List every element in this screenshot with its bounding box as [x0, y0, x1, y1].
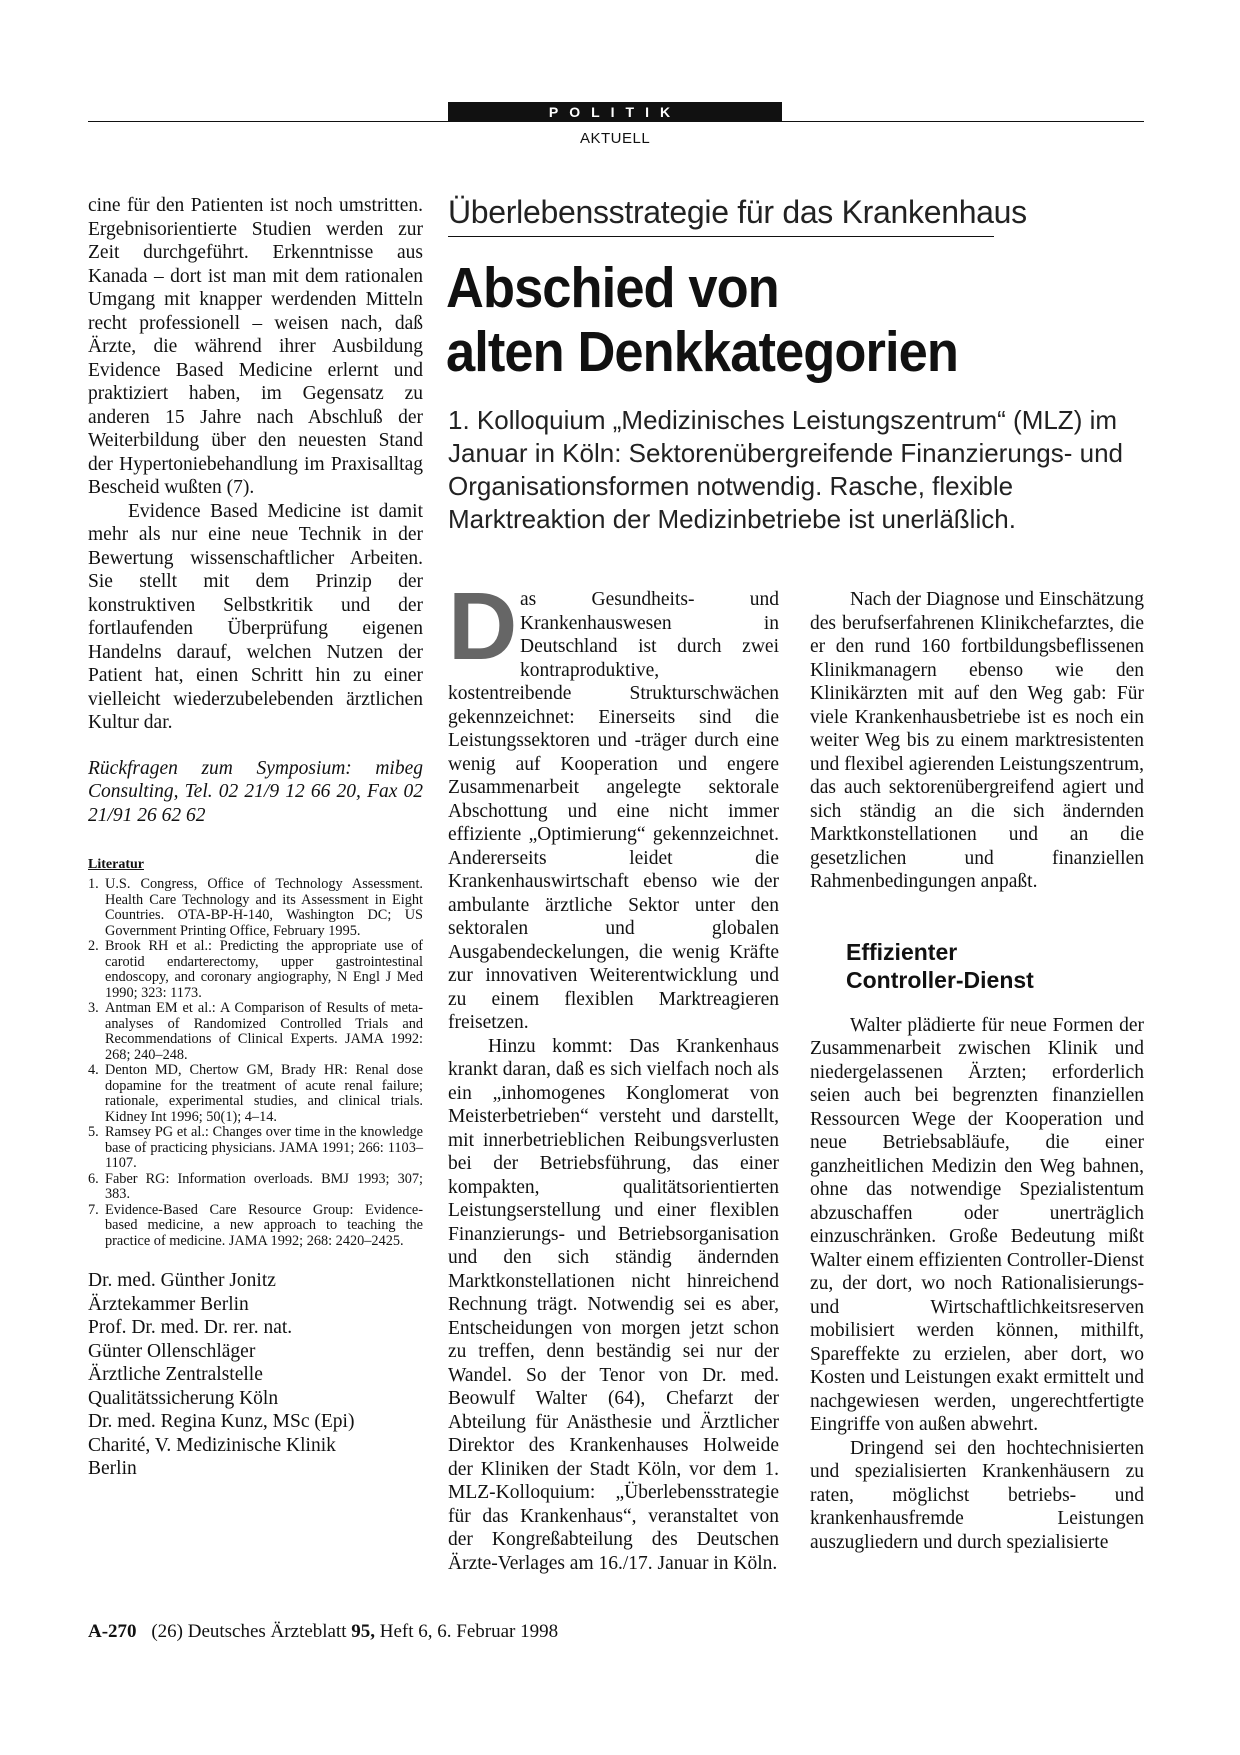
- subsection-label: AKTUELL: [580, 130, 651, 147]
- author-line: Qualitätssicherung Köln: [88, 1387, 279, 1409]
- reference-item: [88, 1063, 423, 1125]
- subheading: [846, 938, 1144, 994]
- title-line-1: Abschied von: [446, 256, 779, 320]
- journal-issue: Heft 6, 6. Februar 1998: [379, 1621, 559, 1642]
- reference-number: 3.: [88, 1000, 99, 1016]
- article-title: [446, 256, 1035, 384]
- article-kicker: Überlebensstrategie für das Krankenhaus: [448, 194, 1027, 230]
- left-paragraph-2: Evidence Based Medicine ist damit mehr als nur eine neue Technik in der Bewertung wissenschaftlicher Arbeiten. Sie stellt mit dem Prinzip der konstruktiven Selbstkritik und der fortlaufenden Überprüfung eigenen Handelns darauf, welchen Nutzen der Patient hat, einen Schritt hin zu einer vielleicht wiederzubelebenden ärztlichen Kultur dar.: [88, 500, 423, 733]
- reference-text: Antman EM et al.: A Comparison of Results of meta-analyses of Randomized Controlled Trials and Recommendations of Clinical Experts. JAMA 1992: 268; 240–248.: [105, 1000, 423, 1063]
- journal-name: (26) Deutsches Ärzteblatt: [151, 1621, 347, 1642]
- reference-text: Faber RG: Information overloads. BMJ 1993; 307; 383.: [105, 1170, 423, 1202]
- reference-number: 7.: [88, 1201, 99, 1218]
- author-line: Dr. med. Günther Jonitz: [88, 1270, 276, 1291]
- drop-cap: D: [448, 573, 518, 680]
- title-line-2: alten Denkkategorien: [446, 320, 958, 384]
- subheading-line-2: Controller-Dienst: [846, 966, 1034, 993]
- author-block: [88, 1269, 423, 1481]
- right-column: [810, 588, 1144, 1554]
- literature-heading: Literatur: [88, 857, 144, 872]
- reference-number: 2.: [88, 938, 99, 954]
- reference-item: [88, 939, 423, 1001]
- reference-number: 5.: [88, 1124, 99, 1140]
- reference-text: Evidence-Based Care Resource Group: Evidence-based medicine, a new approach to teaching the practice of medicine. JAMA 1992; 268: 2420–2425.: [105, 1201, 423, 1249]
- right-paragraph-2: Walter plädierte für neue Formen der Zusammenarbeit zwischen Klinik und niedergelassenen Ärzten; erforderlich seien auch bei begrenzten finanziellen Ressourcen Wege der Kooperation und neue Betriebsabläufe, die einer ganzheitlichen Medizin den Weg bahnen, ohne das notwendige Spezialistentum abzuschaffen oder unerträglich einzuschränken. Große Bedeutung mißt Walter einem effizienten Controller-Dienst zu, der dort, wo noch Rationalisierungs- und Wirtschaftlichkeitsreserven mobilisiert werden können, mithilft, Spareffekte zu erzielen, aber dort, wo Kosten und Leistungen exakt ermittelt und nachgewiesen werden, ungerechtfertigte Eingriffe von außen abwehrt.: [810, 1014, 1144, 1435]
- reference-text: Denton MD, Chertow GM, Brady HR: Renal dose dopamine for the treatment of acute renal failure; rationale, experimental studies, and clinical trials. Kidney Int 1996; 50(1); 4–14.: [105, 1062, 423, 1125]
- page-footer: [88, 1621, 558, 1643]
- reference-text: Ramsey PG et al.: Changes over time in the knowledge base of practicing physicians. JAMA 1991; 266: 1103–1107.: [105, 1124, 423, 1171]
- author-line: Dr. med. Regina Kunz, MSc (Epi): [88, 1411, 355, 1432]
- author-line: Ärztekammer Berlin: [88, 1293, 249, 1315]
- journal-volume: 95,: [351, 1621, 376, 1642]
- author-line: Ärztliche Zentralstelle: [88, 1364, 263, 1385]
- middle-paragraph-1: [448, 573, 779, 1035]
- author-line: Prof. Dr. med. Dr. rer. nat.: [88, 1317, 293, 1338]
- subheading-line-1: Effizienter: [846, 938, 958, 965]
- reference-item: [88, 1172, 423, 1203]
- reference-number: 1.: [88, 876, 99, 892]
- reference-text: Brook RH et al.: Predicting the appropriate use of carotid endarterectomy, upper gastrointestinal endoscopy, and coronary angiography, N Engl J Med 1990; 323: 1173.: [105, 938, 423, 1001]
- contact-info: Rückfragen zum Symposium: mibeg Consulting, Tel. 02 21/9 12 66 20, Fax 02 21/91 26 62 62: [88, 757, 423, 826]
- reference-list: [88, 877, 423, 1249]
- kicker-rule: [448, 236, 994, 237]
- page-number: A-270: [88, 1621, 137, 1642]
- reference-item: [88, 877, 423, 939]
- author-line: Charité, V. Medizinische Klinik: [88, 1434, 336, 1456]
- reference-item: [88, 1125, 423, 1172]
- reference-number: 4.: [88, 1062, 99, 1078]
- author-line: Günter Ollenschläger: [88, 1340, 256, 1362]
- reference-item: [88, 1203, 423, 1250]
- reference-item: [88, 1001, 423, 1063]
- middle-paragraph-2: Hinzu kommt: Das Krankenhaus krankt daran, daß es sich vielfach noch als ein „inhomogenes Konglomerat von Meisterbetrieben“ versteht und darstellt, mit innerbetrieblichen Reibungsverlusten bei der Betriebsführung, das einer kompakten, qualitätsorientierten Leistungserstellung und einer flexiblen Finanzierungs- und Betriebsorganisation und den sich ständig ändernden Marktkonstellationen nicht hinreichend Rechnung trägt. Notwendig sei es aber, Entscheidungen von morgen jetzt schon zu treffen, denn beständig sei nur der Wandel. So der Tenor von Dr. med. Beowulf Walter (64), Chefarzt der Abteilung für Anästhesie und Ärztlicher Direktor des Krankenhauses Holweide der Kliniken der Stadt Köln, vor dem 1. MLZ-Kolloquium: „Überlebensstrategie für das Krankenhaus“, veranstaltet von der Kongreßabteilung des Deutschen Ärzte-Verlages am 16./17. Januar in Köln.: [448, 1035, 779, 1574]
- middle-paragraph-1-text: as Gesundheits- und Krankenhauswesen in Deutschland ist durch zwei kontraproduktive, kostentreibende Strukturschwächen gekennzeichnet: Einerseits sind die Leistungssektoren und -träger durch eine wenig auf Kooperation und engere Zusammenarbeit angelegte sektorale Abschottung und eine nicht immer effiziente „Optimierung“ gekennzeichnet. Andererseits leidet die Krankenhauswirtschaft ebenso wie der ambulante ärztliche Sektor unter den sektoralen und globalen Ausgabendeckelungen, die wenig Kräfte zur innovativen Weiterentwicklung und zu einem flexiblen Marktreagieren freisetzen.: [448, 589, 779, 1033]
- section-label: POLITIK: [448, 102, 782, 122]
- middle-column: [448, 573, 779, 1575]
- right-paragraph-1: Nach der Diagnose und Einschätzung des berufserfahrenen Klinikchefarztes, die er den rund 160 fortbildungsbeflissenen Klinikmanagern ebenso wie den Klinikärzten mit auf den Weg gab: Für viele Krankenhausbetriebe ist es noch ein weiter Weg bis zu einem marktresistenten und flexibel agierenden Leistungszentrum, das auch sektorenübergreifend agiert und sich ständig an die sich ändernden Marktkonstellationen und an die gesetzlichen und finanziellen Rahmenbedingungen anpaßt.: [810, 589, 1144, 892]
- author-line: Berlin: [88, 1458, 137, 1479]
- reference-number: 6.: [88, 1170, 99, 1187]
- left-column: [88, 194, 423, 1481]
- left-paragraph-1: cine für den Patienten ist noch umstritten. Ergebnisorientierte Studien werden zur Zeit durchgeführt. Erkenntnisse aus Kanada – dort ist man mit dem rationalen Umgang mit knapper werdenden Mitteln recht professionell – weisen nach, daß Ärzte, die während ihrer Ausbildung Evidence Based Medicine erlernt und praktiziert haben, im Gegensatz zu anderen 15 Jahre nach Abschluß der Weiterbildung über den neuesten Stand der Hypertoniebehandlung im Praxisalltag Bescheid wußten (7).: [88, 195, 423, 498]
- right-paragraph-3: Dringend sei den hochtechnisierten und spezialisierten Krankenhäusern zu raten, möglichst betriebs- und krankenhausfremde Leistungen auszugliedern und durch spezialisierte: [810, 1437, 1144, 1553]
- reference-text: U.S. Congress, Office of Technology Assessment. Health Care Technology and its Assessment in Eight Countries. OTA-BP-H-140, Washington DC; US Government Printing Office, February 1995.: [105, 876, 423, 939]
- article-lede: 1. Kolloquium „Medizinisches Leistungszentrum“ (MLZ) im Januar in Köln: Sektorenübergreifende Finanzierungs- und Organisationsformen notwendig. Rasche, flexible Marktreaktion der Medizinbetriebe ist unerläßlich.: [448, 405, 1123, 534]
